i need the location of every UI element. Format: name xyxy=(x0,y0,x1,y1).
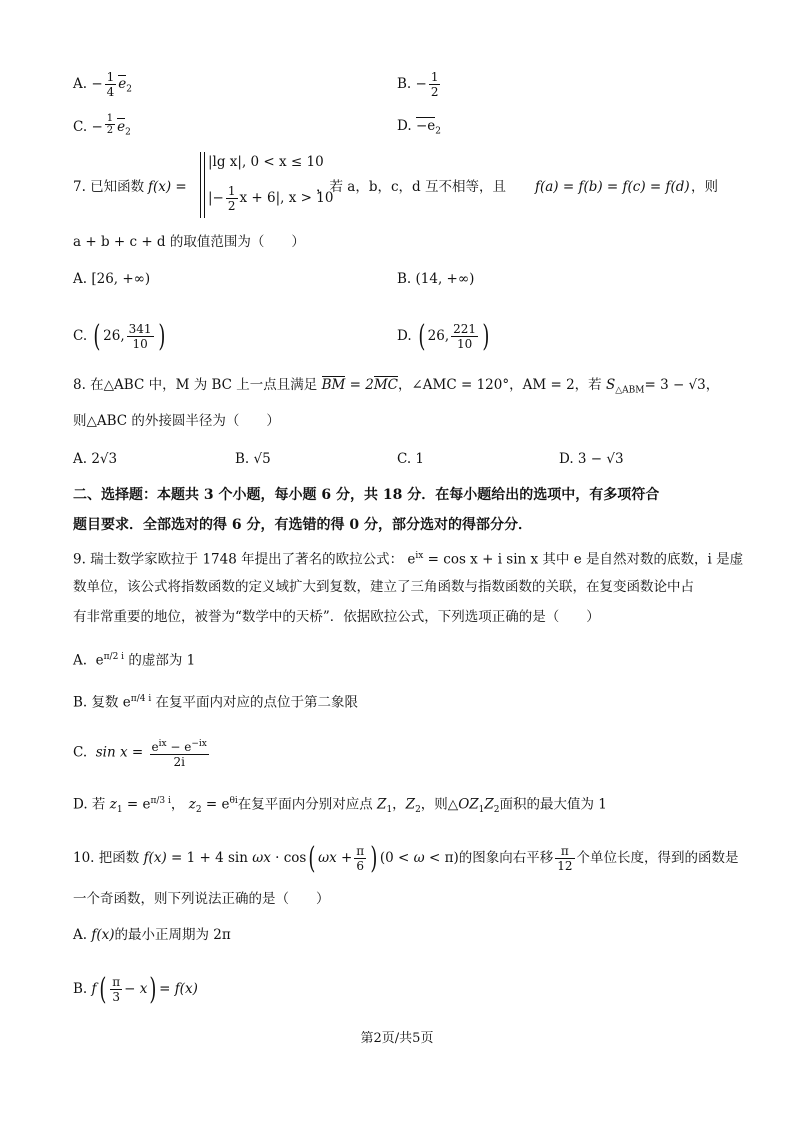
q10-line1-b: 的图象向右平移 xyxy=(458,850,554,866)
section2-heading-line2: 题目要求．全部选对的得 6 分，有选错的得 0 分，部分选对的得部分分． xyxy=(73,517,532,533)
q7-option-a[interactable] xyxy=(73,270,150,288)
q9-line1: 9. 瑞士数学家欧拉于 1748 年提出了著名的欧拉公式： $e^{ix} = \cos x + i$ sin x 其中 e 是自然对数的底数，i 是虚 xyxy=(73,551,744,568)
piecewise-brace-inner xyxy=(204,152,205,218)
q7-fx: f(x) = xyxy=(148,179,187,195)
option-label: B. xyxy=(397,271,412,287)
q9-line1-a: 9. 瑞士数学家欧拉于 1748 年提出了著名的欧拉公式： xyxy=(73,551,404,568)
fraction: $\frac{1}{2}$ xyxy=(430,70,439,99)
q7-option-b[interactable] xyxy=(397,270,474,288)
option-text: 的虚部为 1 xyxy=(128,652,196,669)
option-d-b: 在复平面内分别对应点 xyxy=(237,796,373,813)
option-d-c: ，则 xyxy=(420,796,448,813)
q10-option-b[interactable]: B. f( $\frac{\pi}{3}$ − x) = f(x) xyxy=(73,971,198,1007)
q9-line1-b: = cos x + i sin x 其中 e 是自然对数的底数，i 是虚 xyxy=(427,551,744,568)
q7-stem-label: 7. 已知函数 xyxy=(73,179,145,195)
q8-stem-c: = 3 − √3， xyxy=(644,377,720,393)
option-text: 在复平面内对应的点位于第二象限 xyxy=(155,694,359,711)
option-math: −e xyxy=(415,118,436,134)
q8-option-d[interactable]: D. 3 − √3 xyxy=(559,451,624,467)
q8-stem-line1: 8. 在△ABC 中，M 为 BC 上一点且满足 BM = 2MC，∠AMC = 120°，AM = 2，若 $S_{\triangle ABM}= 3 - √3$， xyxy=(73,377,720,396)
option-math: − xyxy=(415,76,427,92)
q9-option-c[interactable]: C. sin x = $\frac{e^{ix} - e^{-ix}}{2i}$ xyxy=(73,739,207,769)
q7-option-d[interactable]: D. ( 26, $\frac{221}{10}$ ) xyxy=(397,318,490,354)
q7-option-c[interactable]: C. ( 26, $\frac{341}{10}$ ) xyxy=(73,318,165,354)
option-label: C. xyxy=(73,119,88,135)
piecewise-brace xyxy=(200,152,201,218)
q8-option-a[interactable]: A. 2√3 xyxy=(73,451,118,467)
q7-then: ，则 xyxy=(691,179,718,195)
fraction: $\frac{1}{4}$ xyxy=(106,70,115,99)
page-footer: 第2页/共5页 xyxy=(360,1031,434,1046)
option-label: B. xyxy=(397,76,412,92)
q7-equation: f(a) = f(b) = f(c) = f(d) xyxy=(535,179,690,195)
option-math: − xyxy=(91,76,103,92)
q10-line1-a: 10. 把函数 xyxy=(73,850,140,866)
q8-stem-a: 8. 在△ABC 中，M 为 BC 上一点且满足 xyxy=(73,377,318,393)
q8-option-c[interactable]: C. 1 xyxy=(397,451,425,467)
q8-stem-line2: 则△ABC 的外接圆半径为（ ） xyxy=(73,413,280,429)
option-label: A. xyxy=(73,927,88,943)
q9-option-b[interactable]: B. 复数 $e^{\pi/4 i}$ 在复平面内对应的点位于第二象限 xyxy=(73,694,359,711)
q9-line2: 数单位，该公式将指数函数的定义域扩大到复数，建立了三角函数与指数函数的关联，在复变函数论中占 xyxy=(73,579,694,595)
q6-option-c[interactable]: C. − $\frac{1}{2}$ $e_2$ xyxy=(73,113,131,138)
option-label: A. xyxy=(73,271,88,287)
q9-option-d[interactable]: D. 若 $z_1 = e^{\pi/3 i}$， $z_2 = e^{\theta i}$在复平面内分别对应点 $Z_1$，$Z_2$，则$\triangle OZ_1Z_2$面积的最大值为 1 xyxy=(73,796,607,816)
option-label: C. xyxy=(73,328,88,344)
option-label: A. xyxy=(73,76,88,92)
option-label: B. xyxy=(73,981,88,997)
q9-line3: 有非常重要的地位，被誉为“数学中的天桥”．依据欧拉公式，下列选项正确的是（ ） xyxy=(73,609,600,625)
vector-equation: BM = 2MC xyxy=(321,377,398,393)
q6-option-b[interactable] xyxy=(397,70,442,99)
option-value: [26, +∞) xyxy=(91,271,151,287)
option-label: D. xyxy=(397,328,412,344)
fraction: $\frac{1}{2}$ xyxy=(106,113,114,136)
q8-option-b[interactable]: B. √5 xyxy=(235,451,271,467)
q10-line2: 一个奇函数，则下列说法正确的是（ ） xyxy=(73,891,330,907)
q7-case1: |lg x|, 0 < x ≤ 10 xyxy=(208,154,324,170)
option-label: D. xyxy=(397,118,412,134)
q10-line1: 10. 把函数 f(x) = 1 + 4 sin ωx · cos( ωx + $\frac{\pi}{6}$ ) (0 < ω < π)的图象向右平移 $\frac{\pi}{12}$ 个单位长度，得到的函数是 xyxy=(73,840,739,876)
q7-stem-line2: a + b + c + d 的取值范围为（ ） xyxy=(73,234,305,250)
q7-condition: ，若 a，b，c，d 互不相等，且 xyxy=(316,179,506,195)
q7-case2-text: x + 6|, x > 10 xyxy=(239,190,334,206)
q9-option-a[interactable]: A. $e^{\pi/2 i}$ 的虚部为 1 xyxy=(73,652,196,669)
q8-stem-b: ，∠AMC = 120°，AM = 2，若 xyxy=(397,377,602,393)
q6-option-d[interactable]: D. $-e_2$ xyxy=(397,118,441,137)
section2-heading-line1: 二、选择题：本题共 3 个小题，每小题 6 分，共 18 分．在每小题给出的选项中，有多项符合 xyxy=(73,487,660,503)
option-math: − xyxy=(91,119,103,135)
q10-line1-c: 个单位长度，得到的函数是 xyxy=(576,850,739,866)
q7-case2: |− $\frac{1}{2}$ x + 6|, x > 10 xyxy=(208,184,334,213)
q6-option-a[interactable]: A. − $\frac{1}{4}$ $e_2$ xyxy=(73,70,133,99)
option-prefix: B. 复数 xyxy=(73,694,119,711)
q10-option-a[interactable]: A. f(x)的最小正周期为 2π xyxy=(73,927,231,943)
option-d-d: 面积的最大值为 1 xyxy=(499,796,607,813)
option-d-a: D. 若 xyxy=(73,796,106,813)
option-text: 的最小正周期为 2π xyxy=(114,927,231,943)
option-value: (14, +∞) xyxy=(415,271,475,287)
